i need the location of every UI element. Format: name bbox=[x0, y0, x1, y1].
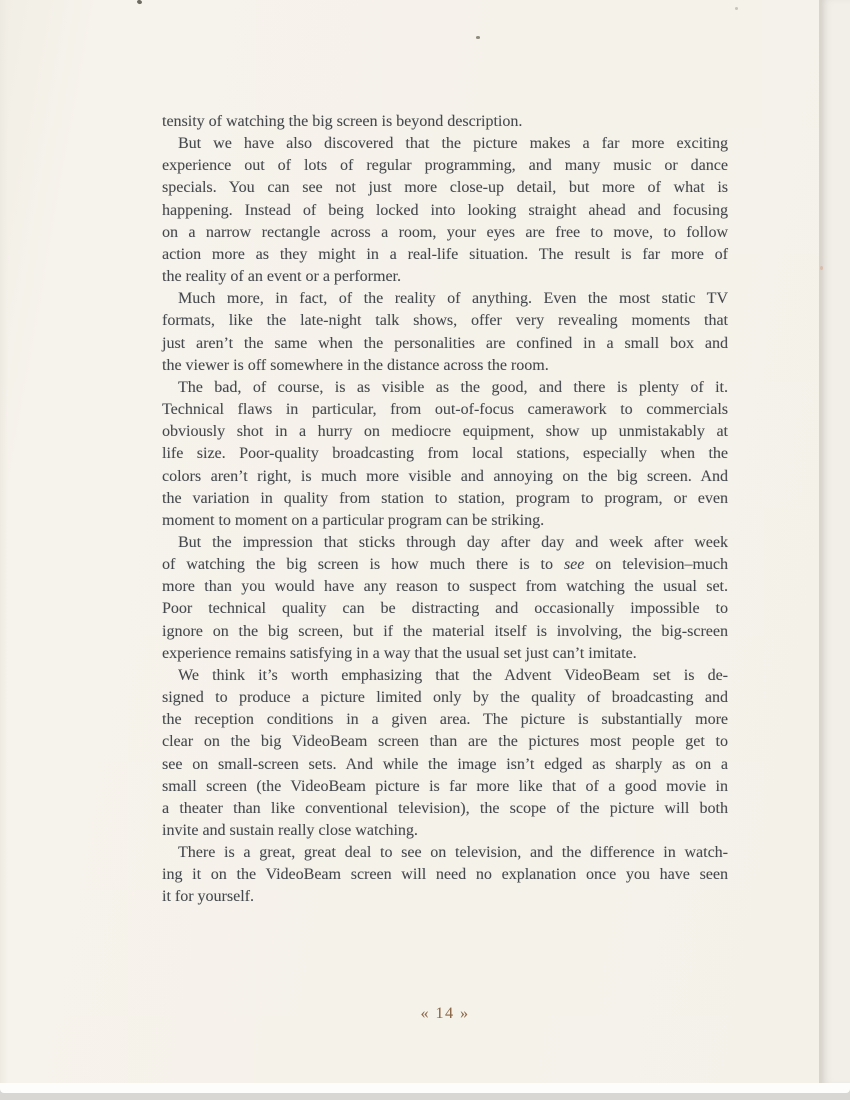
scan-speck bbox=[735, 7, 738, 10]
text-line: formats, like the late-night talk shows, offer very revealing moments that bbox=[162, 312, 728, 330]
text-line: see on small-screen sets. And while the image isn’t edged as sharply as on a bbox=[162, 755, 728, 773]
page-bottom-edge bbox=[0, 1083, 850, 1093]
body-text-block bbox=[162, 111, 728, 909]
text-line: obviously shot in a hurry on mediocre equipment, show up unmistakably at bbox=[162, 423, 728, 441]
paragraph bbox=[162, 111, 728, 133]
text-line: it for yourself. bbox=[162, 888, 254, 906]
text-line: clear on the big VideoBeam screen than are the pictures most people get to bbox=[162, 733, 728, 751]
paragraph bbox=[162, 665, 728, 842]
text-line: Poor technical quality can be distracting and occasionally impossible to bbox=[162, 600, 728, 618]
scanner-bed bbox=[0, 1093, 850, 1100]
text-line: experience out of lots of regular programming, and many music or dance bbox=[162, 157, 728, 175]
text-line: signed to produce a picture limited only by the quality of broadcasting and bbox=[162, 689, 728, 707]
paragraph bbox=[162, 532, 728, 665]
scan-speck bbox=[476, 36, 480, 39]
text-line: Technical flaws in particular, from out-of-focus camerawork to commercials bbox=[162, 401, 728, 419]
scan-speck bbox=[820, 266, 823, 270]
text-line: on a narrow rectangle across a room, your eyes are free to move, to follow bbox=[162, 223, 728, 241]
text-line: moment to moment on a particular program can be striking. bbox=[162, 511, 545, 529]
text-line: the reality of an event or a performer. bbox=[162, 268, 401, 286]
text-line: We think it’s worth emphasizing that the Advent VideoBeam set is de- bbox=[178, 666, 729, 684]
text-line: the reception conditions in a given area. The picture is substantially more bbox=[162, 711, 728, 729]
paragraph bbox=[162, 842, 728, 908]
text-line: invite and sustain really close watching. bbox=[162, 822, 418, 839]
left-edge-shade bbox=[0, 0, 8, 1084]
text-line: But we have also discovered that the picture makes a far more exciting bbox=[178, 135, 728, 153]
text-line: Much more, in fact, of the reality of anything. Even the most static TV bbox=[178, 290, 728, 308]
text-line: small screen (the VideoBeam picture is far more like that of a good movie in bbox=[162, 777, 728, 795]
paragraph bbox=[162, 377, 728, 532]
text-line: just aren’t the same when the personalities are confined in a small box and bbox=[162, 334, 728, 352]
text-line: There is a great, great deal to see on television, and the difference in watch- bbox=[178, 844, 729, 862]
text-line: But the impression that sticks through day after day and week after week bbox=[178, 533, 728, 551]
text-line: a theater than like conventional television), the scope of the picture will both bbox=[162, 799, 729, 817]
text-line: ing it on the VideoBeam screen will need no explanation once you have seen bbox=[162, 866, 729, 884]
text-line: The bad, of course, is as visible as the good, and there is plenty of it. bbox=[178, 378, 728, 396]
text-line: the variation in quality from station to station, program to program, or even bbox=[162, 489, 728, 507]
text-line: experience remains satisfying in a way that the usual set just can’t imitate. bbox=[162, 644, 637, 662]
text-line: more than you would have any reason to suspect from watching the usual set. bbox=[162, 578, 728, 596]
text-line: action more as they might in a real-life situation. The result is far more of bbox=[162, 245, 728, 263]
text-line: life size. Poor-quality broadcasting from local stations, especially when the bbox=[162, 445, 728, 463]
paragraph bbox=[162, 133, 728, 288]
text-line: happening. Instead of being locked into looking straight ahead and focusing bbox=[162, 201, 728, 219]
text-line: colors aren’t right, is much more visible and annoying on the big screen. And bbox=[162, 467, 728, 485]
adjacent-page-edge bbox=[819, 0, 850, 1084]
text-line: tensity of watching the big screen is beyond description. bbox=[162, 113, 523, 130]
text-line: of watching the big screen is how much there is to see on television–much bbox=[162, 556, 728, 574]
text-line: the viewer is off somewhere in the distance across the room. bbox=[162, 356, 549, 374]
page-number: « 14 » bbox=[420, 1005, 470, 1022]
text-line: specials. You can see not just more close-up detail, but more of what is bbox=[162, 179, 728, 197]
paragraph bbox=[162, 288, 728, 377]
text-line: ignore on the big screen, but if the material itself is involving, the big-screen bbox=[162, 622, 728, 640]
